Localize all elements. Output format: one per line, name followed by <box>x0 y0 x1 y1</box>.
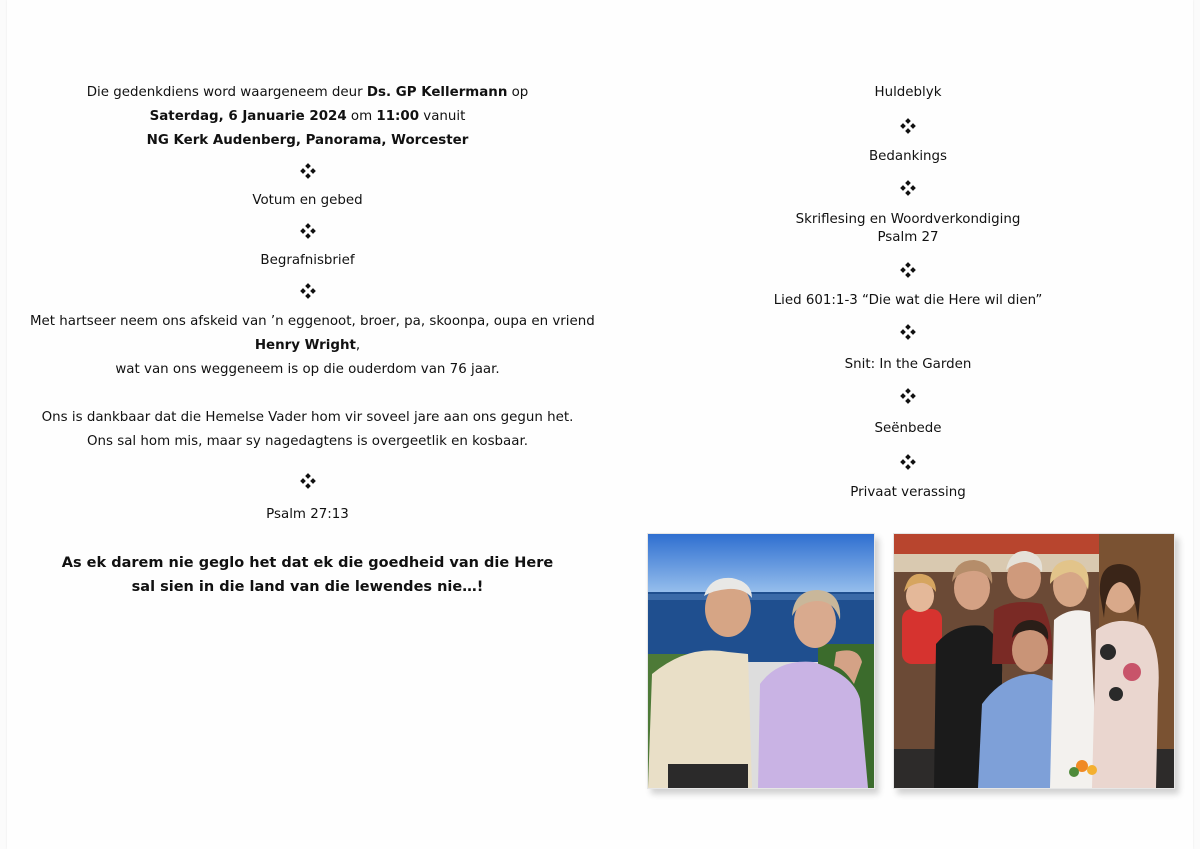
ornament-icon <box>301 224 315 238</box>
ornament-icon <box>901 119 915 133</box>
ornament-icon <box>901 389 915 403</box>
notice-line-1: Met hartseer neem ons afskeid van ’n eggenoot, broer, pa, skoonpa, oupa en vriend <box>30 314 595 329</box>
ornament-icon <box>901 325 915 339</box>
ornament-icon <box>301 474 315 488</box>
notice-line-3: wat van ons weggeneem is op die ouderdom van 76 jaar. <box>115 362 500 377</box>
ornament-icon <box>901 263 915 277</box>
program-item-seenbede: Seënbede <box>874 421 942 436</box>
ornament-icon <box>301 164 315 178</box>
program-item-psalm: Psalm 27 <box>877 230 939 245</box>
program-item-verassing: Privaat verassing <box>850 485 966 500</box>
deceased-name-line: Henry Wright, <box>254 338 361 353</box>
program-item-begrafnisbrief: Begrafnisbrief <box>260 253 355 268</box>
psalm-reference: Psalm 27:13 <box>266 507 349 522</box>
gratitude-line-2: Ons sal hom mis, maar sy nagedagtens is overgeetlik en kosbaar. <box>86 434 528 449</box>
family-photo <box>893 533 1175 789</box>
service-time: 11:00 <box>376 109 420 124</box>
deceased-name: Henry Wright <box>254 338 356 353</box>
ornament-icon <box>301 284 315 298</box>
program-item-skriflesing: Skriflesing en Woordverkondiging <box>795 212 1021 227</box>
service-intro-line-1: Die gedenkdiens word waargeneem deur Ds. GP Kellermann op <box>86 85 529 100</box>
program-item-votum: Votum en gebed <box>252 193 363 208</box>
ornament-icon <box>901 181 915 195</box>
service-intro-line-2: Saterdag, 6 Januarie 2024 om 11:00 vanuit <box>149 109 466 124</box>
service-date: Saterdag, 6 Januarie 2024 <box>149 109 347 124</box>
scripture-verse-line-1: As ek darem nie geglo het dat ek die goedheid van die Here <box>61 555 554 571</box>
program-item-huldeblyk: Huldeblyk <box>874 85 942 100</box>
service-venue: NG Kerk Audenberg, Panorama, Worcester <box>146 133 469 148</box>
gratitude-line-1: Ons is dankbaar dat die Hemelse Vader hom vir soveel jare aan ons gegun het. <box>41 410 574 425</box>
scripture-verse-line-2: sal sien in die land van die lewendes nie…! <box>131 579 484 595</box>
ornament-icon <box>901 455 915 469</box>
program-item-lied: Lied 601:1-3 “Die wat die Here wil dien” <box>773 293 1043 308</box>
couple-photo <box>647 533 875 789</box>
program-item-bedankings: Bedankings <box>868 149 948 164</box>
program-item-snit: Snit: In the Garden <box>844 357 972 372</box>
minister-name: Ds. GP Kellermann <box>366 85 508 100</box>
family-photo-illustration <box>894 534 1174 788</box>
couple-photo-illustration <box>648 534 874 788</box>
